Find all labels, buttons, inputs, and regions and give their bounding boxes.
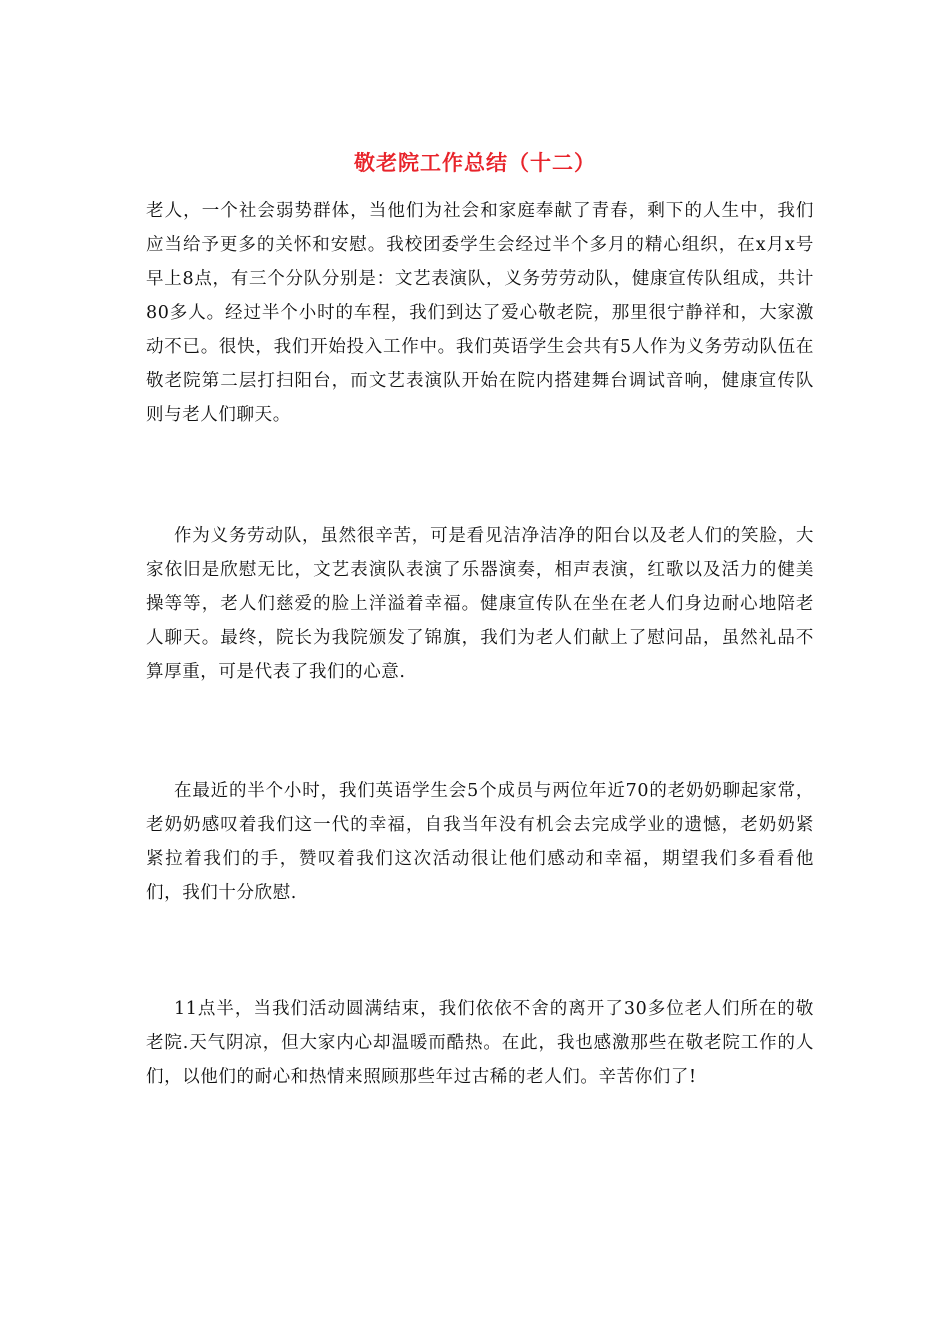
document-title: 敬老院工作总结（十二） — [354, 151, 596, 175]
paragraph-1: 老人，一个社会弱势群体，当他们为社会和家庭奉献了青春，剩下的人生中，我们应当给予更多的关怀和安慰。我校团委学生会经过半个多月的精心组织，在x月x号早上8点，有三个分队分别是：文艺表演队，义务劳劳动队，健康宣传队组成，共计80多人。经过半个小时的车程，我们到达了爱心敬老院，那里很宁静祥和，大家激动不已。很快，我们开始投入工作中。我们英语学生会共有5人作为义务劳动队伍在敬老院第二层打扫阳台，而文艺表演队开始在院内搭建舞台调试音响，健康宣传队则与老人们聊天。 — [146, 201, 814, 425]
paragraph-2: 作为义务劳动队，虽然很辛苦，可是看见洁净洁净的阳台以及老人们的笑脸，大家依旧是欣慰无比，文艺表演队表演了乐器演奏，相声表演，红歌以及活力的健美操等等，老人们慈爱的脸上洋溢着幸福。健康宣传队在坐在老人们身边耐心地陪老人聊天。最终，院长为我院颁发了锦旗，我们为老人们献上了慰问品，虽然礼品不算厚重，可是代表了我们的心意. — [146, 526, 814, 682]
paragraph-3: 在最近的半个小时，我们英语学生会5个成员与两位年近70的老奶奶聊起家常，老奶奶感叹着我们这一代的幸福，自我当年没有机会去完成学业的遗憾，老奶奶紧紧拉着我们的手，赞叹着我们这次活动很让他们感动和幸福，期望我们多看看他们，我们十分欣慰. — [146, 781, 814, 903]
paragraph-4: 11点半，当我们活动圆满结束，我们依依不舍的离开了30多位老人们所在的敬老院.天气阴凉，但大家内心却温暖而酷热。在此，我也感激那些在敬老院工作的人们，以他们的耐心和热情来照顾那些年过古稀的老人们。辛苦你们了! — [146, 999, 814, 1087]
